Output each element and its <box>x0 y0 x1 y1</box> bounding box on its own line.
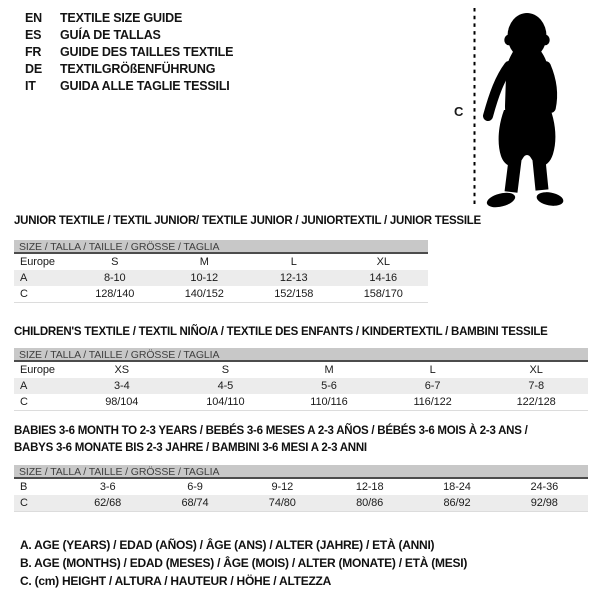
children-textile-table <box>14 348 588 411</box>
table-cell: 80/86 <box>356 497 384 509</box>
row-label: B <box>20 481 28 493</box>
guide-title-it: GUIDA ALLE TAGLIE TESSILI <box>60 79 230 93</box>
table-row-age-years <box>14 270 428 286</box>
table-cell: 9-12 <box>271 481 294 493</box>
table-cell: 152/158 <box>274 288 314 300</box>
table-cell: 18-24 <box>443 481 471 493</box>
babies-table-title: BABIES 3-6 MONTH TO 2-3 YEARS / BEBÉS 3-6 MESES A 2-3 AÑOS / BÉBÉS 3-6 MOIS À 2-3 ANS / BABYS 3-6 MONATE BIS 2-3 JAHRE / BAMBINI 3-6 MESI A 2-3 ANNI <box>14 425 528 454</box>
guide-title-en: TEXTILE SIZE GUIDE <box>60 11 183 25</box>
table-cell: 104/110 <box>206 396 245 408</box>
language-row-de <box>25 61 233 78</box>
height-marker-label: C <box>454 104 464 119</box>
guide-title-es: GUÍA DE TALLAS <box>60 28 161 42</box>
language-title-list <box>25 10 233 95</box>
baby-silhouette-shape <box>485 13 564 210</box>
footnote-height: C. (cm) HEIGHT / ALTURA / HAUTEUR / HÖHE / ALTEZZA <box>20 574 332 588</box>
table-cell: 7-8 <box>528 380 544 392</box>
table-cell: 92/98 <box>530 497 558 509</box>
table-cell: L <box>290 256 297 268</box>
language-row-fr <box>25 44 233 61</box>
table-row-age-years <box>14 378 588 394</box>
legend-footnotes <box>20 536 467 590</box>
table-cell: 10-12 <box>190 272 219 284</box>
table-row-height <box>14 286 428 302</box>
language-code: FR <box>25 45 42 59</box>
children-table-title: CHILDREN'S TEXTILE / TEXTIL NIÑO/A / TEXTILE DES ENFANTS / KINDERTEXTIL / BAMBINI TESSILE <box>14 326 548 338</box>
table-cell: 74/80 <box>268 497 296 509</box>
table-cell: 12-18 <box>355 481 384 493</box>
guide-title-fr: GUIDE DES TAILLES TEXTILE <box>60 45 234 59</box>
table-cell: 5-6 <box>321 380 337 392</box>
table-row-sizes <box>14 254 428 270</box>
table-cell: 116/122 <box>413 396 452 408</box>
language-code: IT <box>25 79 36 93</box>
footnote-age-months: B. AGE (MONTHS) / EDAD (MESES) / ÂGE (MOIS) / ALTER (MONATE) / ETÀ (MESI) <box>20 556 468 570</box>
table-cell: 110/116 <box>310 396 348 408</box>
table-cell: 158/170 <box>363 288 403 300</box>
row-label: C <box>20 396 28 408</box>
table-row-sizes <box>14 362 588 378</box>
table-cell: XS <box>114 364 130 376</box>
table-cell: 8-10 <box>103 272 126 284</box>
baby-height-figure <box>438 2 590 210</box>
size-header-bar: SIZE / TALLA / TAILLE / GRÖSSE / TAGLIA <box>14 348 588 362</box>
babies-textile-table <box>14 465 588 512</box>
table-row-age-months <box>14 479 588 495</box>
table-cell: 14-16 <box>369 272 398 284</box>
language-code: EN <box>25 11 42 25</box>
table-cell: 98/104 <box>105 396 139 408</box>
table-cell: 3-4 <box>113 380 130 392</box>
row-label: C <box>20 497 28 509</box>
table-cell: 62/68 <box>94 497 122 509</box>
children-table-body <box>14 362 588 411</box>
language-row-en <box>25 10 233 27</box>
row-label: Europe <box>20 256 55 268</box>
table-cell: 4-5 <box>217 380 234 392</box>
table-cell: XL <box>529 364 543 376</box>
table-cell: 140/152 <box>184 288 224 300</box>
table-cell: 12-13 <box>279 272 308 284</box>
language-code: DE <box>25 62 42 76</box>
table-cell: 128/140 <box>95 288 135 300</box>
junior-textile-table <box>14 240 428 303</box>
row-label: A <box>20 272 28 284</box>
guide-title-de: TEXTILGRÖßENFÜHRUNG <box>60 62 216 76</box>
table-cell: 6-9 <box>187 481 203 493</box>
table-cell: XL <box>376 256 390 268</box>
footnote-age-years: A. AGE (YEARS) / EDAD (AÑOS) / ÂGE (ANS) / ALTER (JAHRE) / ETÀ (ANNI) <box>20 538 435 552</box>
size-header-bar: SIZE / TALLA / TAILLE / GRÖSSE / TAGLIA <box>14 240 428 254</box>
table-cell: S <box>221 364 230 376</box>
table-row-height <box>14 394 588 410</box>
language-row-es <box>25 27 233 44</box>
table-cell: 68/74 <box>181 497 209 509</box>
row-label: C <box>20 288 28 300</box>
table-cell: 3-6 <box>99 481 116 493</box>
babies-table-body <box>14 479 588 512</box>
row-label: A <box>20 380 28 392</box>
table-cell: M <box>324 364 334 376</box>
language-row-it <box>25 78 233 95</box>
junior-table-body <box>14 254 428 303</box>
table-cell: 24-36 <box>530 481 559 493</box>
row-label: Europe <box>20 364 55 376</box>
table-row-height <box>14 495 588 511</box>
size-header-bar: SIZE / TALLA / TAILLE / GRÖSSE / TAGLIA <box>14 465 588 479</box>
table-cell: S <box>111 256 119 268</box>
table-cell: 122/128 <box>516 396 556 408</box>
table-cell: 86/92 <box>443 497 471 509</box>
table-cell: M <box>199 256 209 268</box>
table-cell: 6-7 <box>424 380 441 392</box>
language-code: ES <box>25 28 42 42</box>
junior-table-title: JUNIOR TEXTILE / TEXTIL JUNIOR/ TEXTILE JUNIOR / JUNIORTEXTIL / JUNIOR TESSILE <box>14 215 481 227</box>
table-cell: L <box>429 364 436 376</box>
